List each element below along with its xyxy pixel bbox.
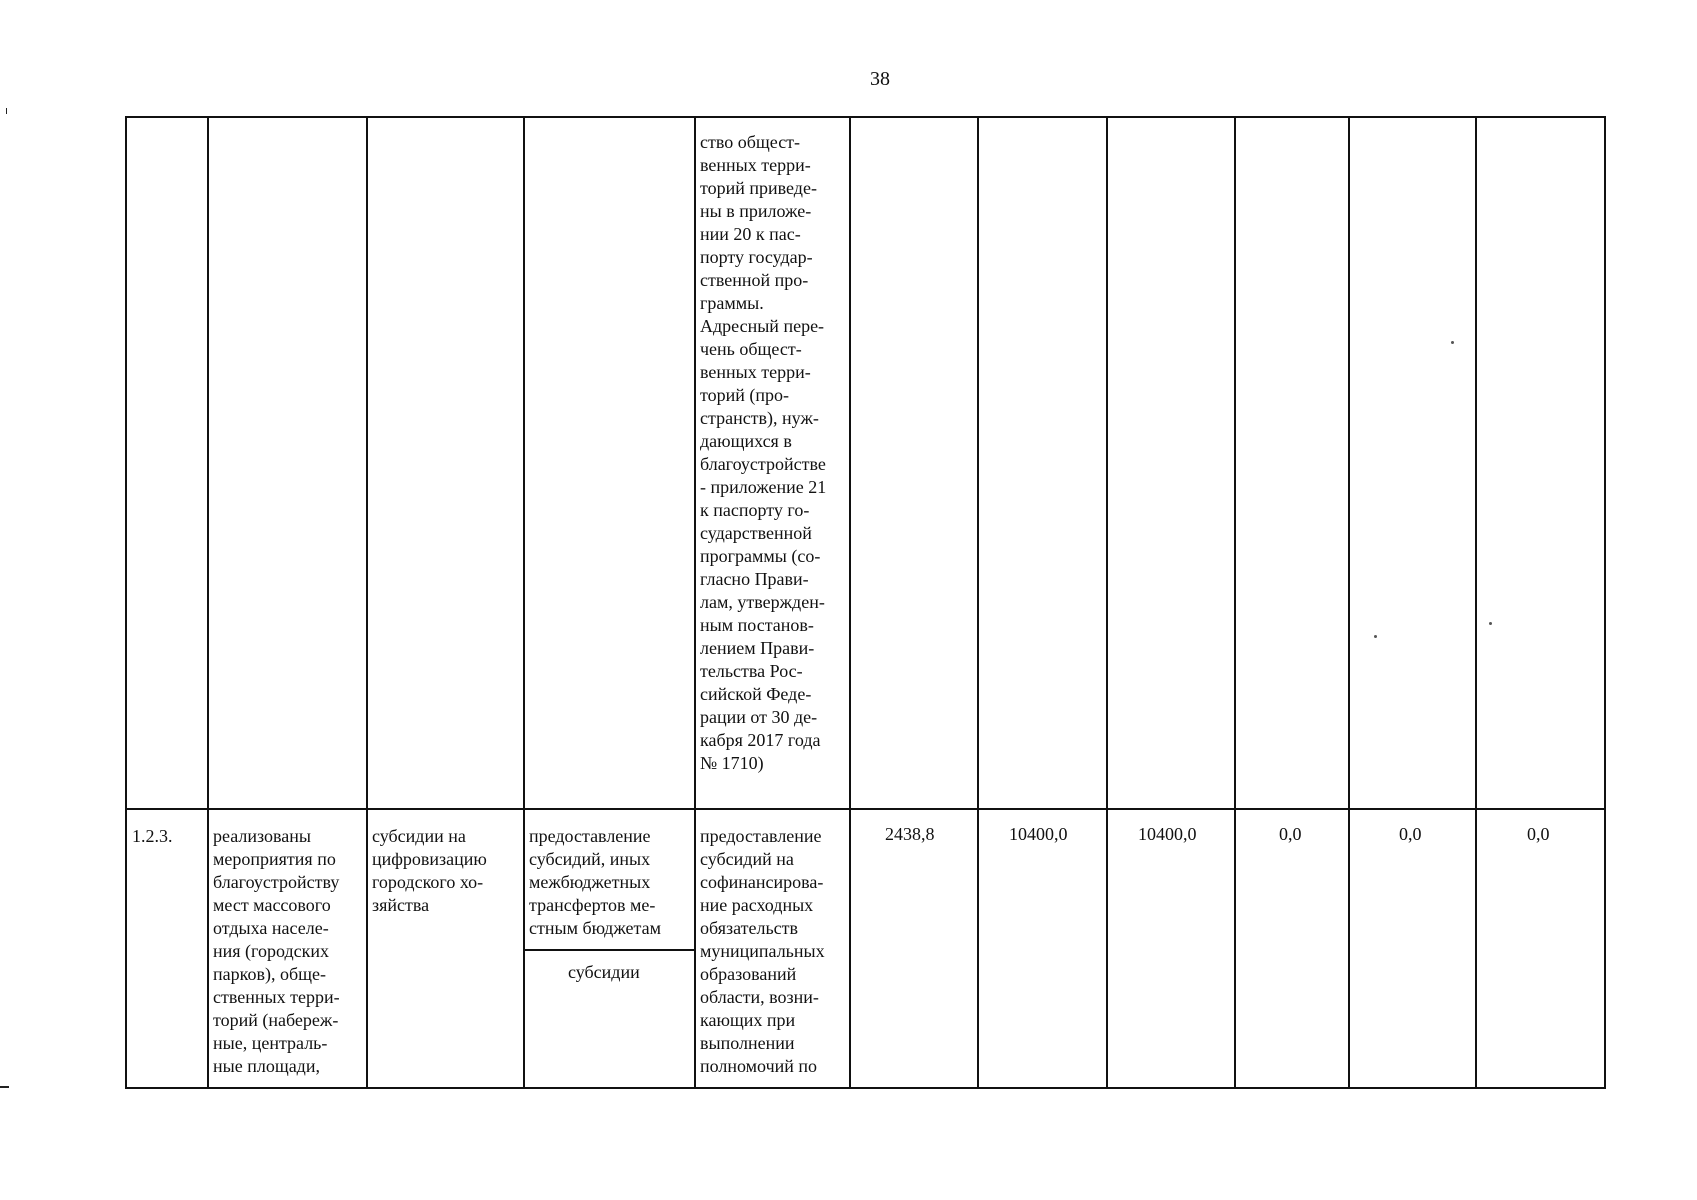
row2-mechanism-top-cell: предоставление субсидий, иных межбюджетных трансфертов ме- стным бюджетам bbox=[529, 826, 661, 938]
column-border bbox=[1475, 116, 1477, 1089]
row2-mechanism-bottom-cell: субсидии bbox=[568, 962, 640, 982]
column-border bbox=[694, 116, 696, 1089]
mechanism-cell-divider bbox=[523, 949, 695, 951]
column-border bbox=[366, 116, 368, 1089]
table-top-border bbox=[125, 116, 1606, 118]
row2-event-cell: субсидии на цифровизацию городского хо- зяйства bbox=[372, 826, 487, 915]
row2-value-5: 0,0 bbox=[1399, 824, 1422, 844]
row2-value-3: 10400,0 bbox=[1138, 824, 1197, 844]
column-border bbox=[977, 116, 979, 1089]
row2-result-cell: реализованы мероприятия по благоустройству мест массового отдыха населе- ния (городских парков), обще- ственных терри- торий (набереж- ные, централь- ные площади, bbox=[213, 826, 340, 1076]
row2-description-cell: предоставление субсидий на софинансирова- ние расходных обязательств муниципальных образований области, возни- кающих при выполнении полномочий по bbox=[700, 826, 825, 1076]
row2-number-cell: 1.2.3. bbox=[132, 826, 173, 846]
row2-value-4: 0,0 bbox=[1279, 824, 1302, 844]
scan-edge-mark bbox=[6, 108, 7, 114]
column-border bbox=[1604, 116, 1606, 1089]
column-border bbox=[1234, 116, 1236, 1089]
column-border bbox=[207, 116, 209, 1089]
column-border bbox=[523, 116, 525, 1089]
row2-value-2: 10400,0 bbox=[1009, 824, 1068, 844]
scan-speck bbox=[1489, 622, 1492, 625]
column-border bbox=[125, 116, 127, 1089]
scan-edge-mark bbox=[0, 1086, 9, 1088]
row2-value-6: 0,0 bbox=[1527, 824, 1550, 844]
page-number: 38 bbox=[870, 68, 890, 90]
column-border bbox=[1106, 116, 1108, 1089]
row1-description-cell: ство общест- венных терри- торий приведе- ны в приложе- нии 20 к пас- порту государ- ственной про- граммы. Адресный пере- чень общест- венных терри- торий (про- странств), нуж- дающихся в благоустройстве - приложение 21 к паспорту го- сударственной программы (со- гласно Прави- лам, утвержден- ным постанов- лением Прави- тельства Рос- сийской Феде- рации от 30 де- кабря 2017 года № 1710) bbox=[700, 132, 827, 773]
row2-value-1: 2438,8 bbox=[885, 824, 935, 844]
column-border bbox=[1348, 116, 1350, 1089]
column-border bbox=[849, 116, 851, 1089]
scan-speck bbox=[1451, 341, 1454, 344]
table-bottom-border bbox=[125, 1087, 1606, 1089]
row-divider bbox=[125, 808, 1606, 810]
scan-speck bbox=[1374, 635, 1377, 638]
